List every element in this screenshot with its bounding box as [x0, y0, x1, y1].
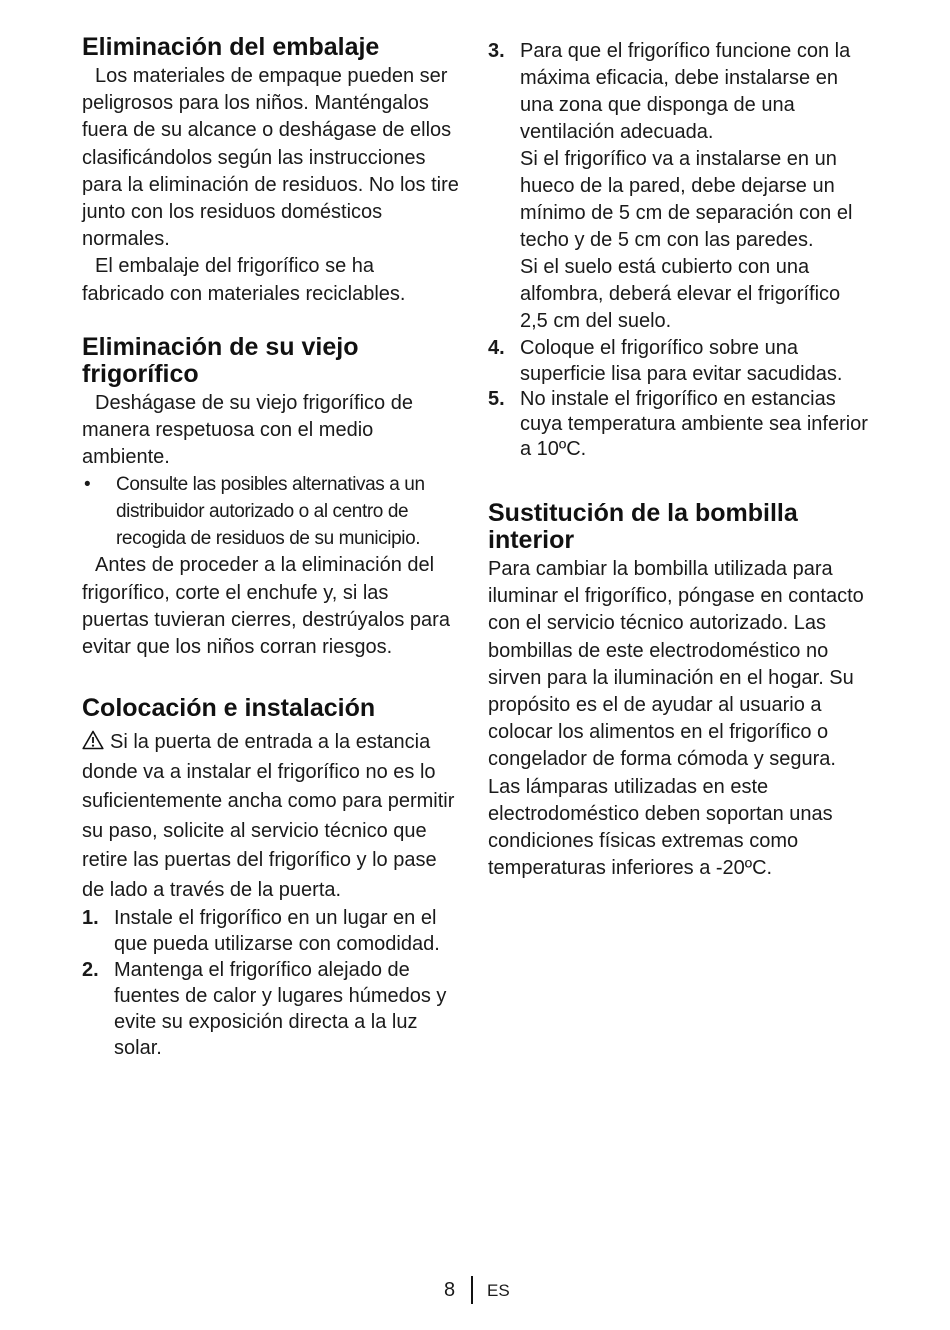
page-footer [0, 1276, 950, 1306]
page-number: 8 [444, 1279, 456, 1301]
placement-item-1 [82, 905, 460, 957]
footer-divider [471, 1276, 473, 1304]
item-number: 1. [82, 907, 99, 930]
item-number: 2. [82, 959, 99, 982]
warning-triangle-icon [82, 730, 104, 750]
old-fridge-paragraph-2: Antes de proceder a la eliminación del frigorífico, corte el enchufe y, si las puertas tuvieran cierres, destrúyalos para evitar que los niños corran riesgos. [82, 554, 450, 659]
item-3-extra-1: Si el frigorífico va a instalarse en un hueco de la pared, debe dejarse un mínimo de 5 cm de separación con el techo y de 5 cm con las paredes. [520, 148, 853, 251]
language-code: ES [487, 1281, 510, 1300]
installation-item-4 [488, 335, 873, 387]
item-text: Para que el frigorífico funcione con la máxima eficacia, debe instalarse en una zona que disponga de una ventilación adecuada. [520, 40, 851, 143]
item-3-body [520, 38, 873, 335]
old-fridge-section [82, 334, 460, 661]
packaging-heading: Eliminación del embalaje [82, 33, 380, 61]
item-3-extra-2: Si el suelo está cubierto con una alfombra, deberá elevar el frigorífico 2,5 cm del suelo. [520, 256, 841, 332]
placement-section [82, 695, 460, 1061]
item-text: Coloque el frigorífico sobre una superficie lisa para evitar sacudidas. [520, 337, 843, 385]
item-text: Instale el frigorífico en un lugar en el que pueda utilizarse con comodidad. [114, 907, 440, 956]
installation-item-5 [488, 387, 873, 462]
old-fridge-bullet-item [82, 471, 460, 552]
item-number: 4. [488, 337, 505, 359]
placement-item-2 [82, 957, 460, 1061]
old-fridge-heading: Eliminación de su viejo frigorífico [82, 332, 359, 388]
item-number: 5. [488, 388, 505, 410]
right-column [488, 38, 873, 882]
packaging-paragraph-1: Los materiales de empaque pueden ser peligrosos para los niños. Manténgalos fuera de su alcance o deshágase de ellos clasificándolos según las instrucciones para la eliminación de residuos. No los tire junto con los residuos domésticos normales. [82, 65, 459, 251]
bullet-text: Consulte las posibles alternativas a un distribuidor autorizado o al centro de recogida de residuos de su municipio. [116, 474, 425, 550]
left-column [82, 34, 460, 1061]
bulb-section [488, 500, 873, 882]
item-text: Mantenga el frigorífico alejado de fuentes de calor y lugares húmedos y evite su exposición directa a la luz solar. [114, 959, 447, 1060]
placement-warning-text: Si la puerta de entrada a la estancia donde va a instalar el frigorífico no es lo suficientemente ancha como para permitir su paso, solicite al servicio técnico que retire las puertas del frigorífico y lo pase de lado a través de la puerta. [82, 731, 455, 901]
item-number: 3. [488, 40, 505, 62]
placement-warning [82, 728, 460, 905]
packaging-section [82, 34, 460, 308]
bullet-mark: • [84, 474, 91, 496]
old-fridge-paragraph-1: Deshágase de su viejo frigorífico de manera respetuosa con el medio ambiente. [82, 391, 413, 469]
bulb-heading: Sustitución de la bombilla interior [488, 499, 798, 554]
placement-heading: Colocación e instalación [82, 694, 376, 723]
bulb-paragraph: Para cambiar la bombilla utilizada para iluminar el frigorífico, póngase en contacto con el servicio técnico autorizado. Las bombillas de este electrodoméstico no sirven para la iluminación en el hogar. Su propósito es el de ayudar al usuario a colocar los alimentos en el frigorífico o congelador de forma cómoda y segura. Las lámparas utilizadas en este electrodoméstico deben soportan unas condiciones físicas extremas como temperaturas inferiores a -20ºC. [488, 558, 864, 880]
installation-item-3 [488, 38, 873, 335]
packaging-paragraph-2: El embalaje del frigorífico se ha fabricado con materiales reciclables. [82, 255, 406, 305]
installation-continued-section [488, 38, 873, 462]
item-text: No instale el frigorífico en estancias cuya temperatura ambiente sea inferior a 10ºC. [520, 388, 868, 460]
